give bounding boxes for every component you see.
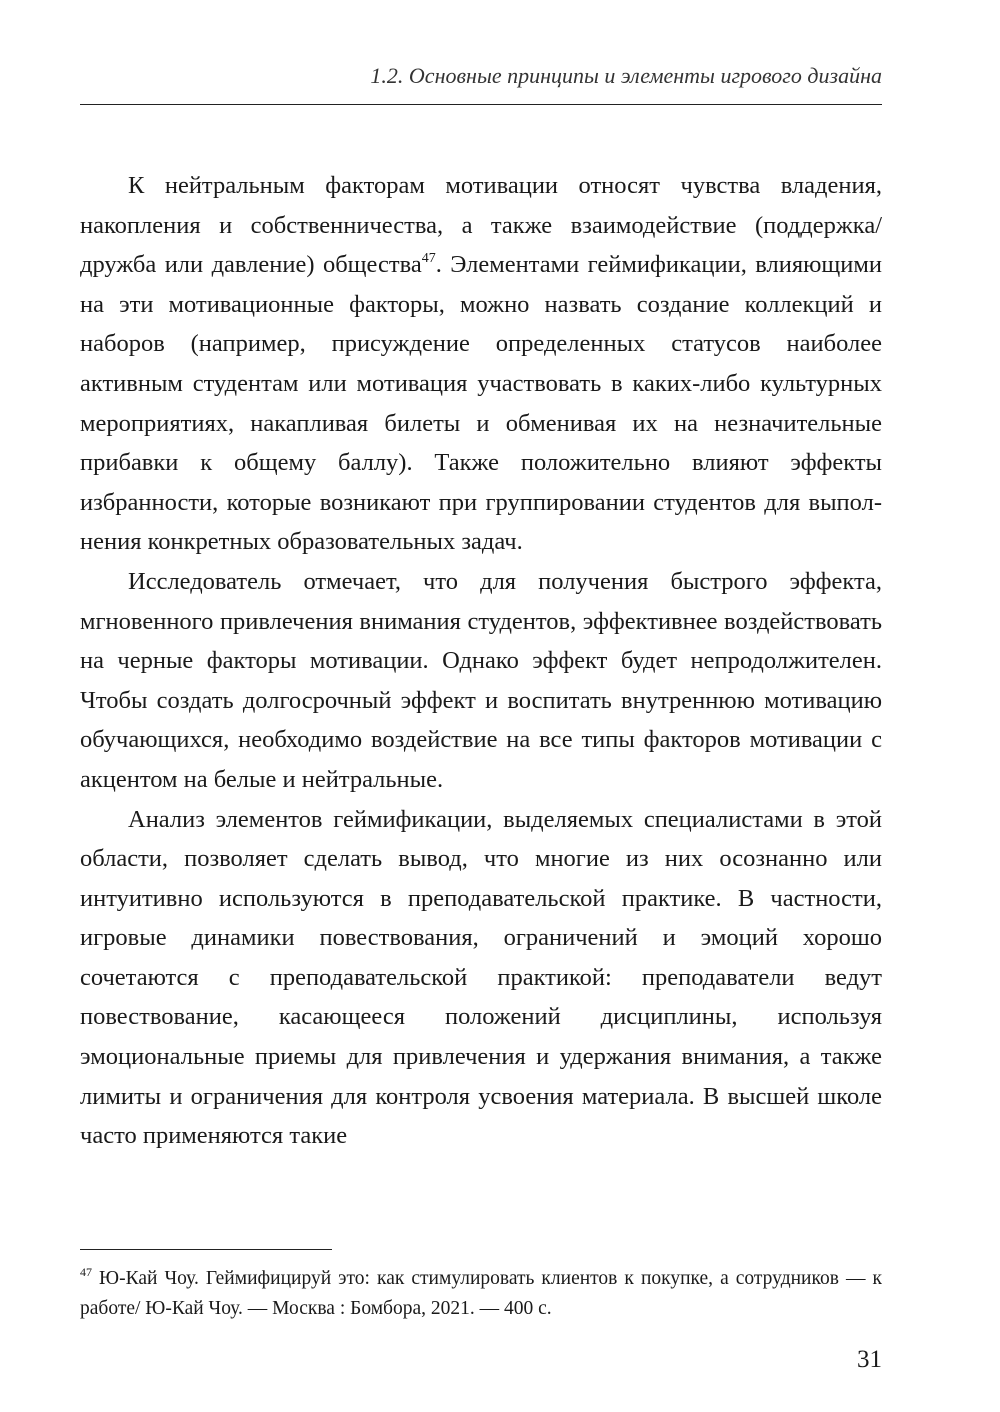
footnote-reference: 47 (421, 251, 436, 267)
footnote-text: Ю-Кай Чоу. Геймифицируй это: как стимулировать клиентов к покупке, а сотрудников — к работе/ Ю-Кай Чоу. — Москва : Бомбора, 2021. — 400 с. (80, 1268, 882, 1319)
paragraph-1-start: К нейтральным факторам мотивации относят чувства владения, накопления и собственничества, а также взаимодействие (поддержка/дружба или давление) общества (80, 172, 882, 279)
footnote (80, 1264, 882, 1324)
page-number: 31 (857, 1346, 882, 1373)
header-rule (80, 104, 882, 105)
paragraph-3: Анализ элементов геймификации, выделяемых специалистами в этой области, позволяет сделать вывод, что многие из них осознанно или интуитивно используются в преподавательской практике. В частности, игровые динамики повествования, ограничений и эмоций хорошо сочетаются с преподавательской практикой: преподаватели ведут повествование, касающееся положений дисциплины, используя эмоциональные приемы для привлечения и удержания внимания, а также лимиты и ограничения для контроля усвоения материала. В высшей школе часто применяются такие (80, 805, 882, 1150)
footnote-separator (80, 1249, 332, 1250)
footnote-number: 47 (80, 1265, 92, 1279)
running-header-title: 1.2. Основные принципы и элементы игрового дизайна (370, 63, 882, 88)
paragraph-2: Исследователь отмечает, что для получения быстрого эффекта, мгновенного привлечения внимания студентов, эффективнее воздействовать на черные факторы мотивации. Однако эффект будет непродолжителен. Чтобы создать долгосрочный эффект и воспитать внутреннюю мотивацию обучающихся, необходимо воздействие на все типы факторов мотивации с акцентом на белые и нейтральные. (80, 567, 882, 793)
main-text (80, 166, 882, 1156)
paragraph-1 (80, 166, 882, 562)
paragraph-1-end: . Элементами геймификации, влияющими на эти мотивационные факторы, можно назвать создание коллекций и наборов (например, присуждение определенных статусов наиболее активным студентам или мотивация участвовать в каких-либо культурных мероприятиях, накапливая билеты и обменивая их на незначительные прибавки к общему баллу). Также положительно влияют эффекты избранности, которые возникают при группировании студентов для выполнения конкретных образовательных задач. (80, 251, 882, 556)
